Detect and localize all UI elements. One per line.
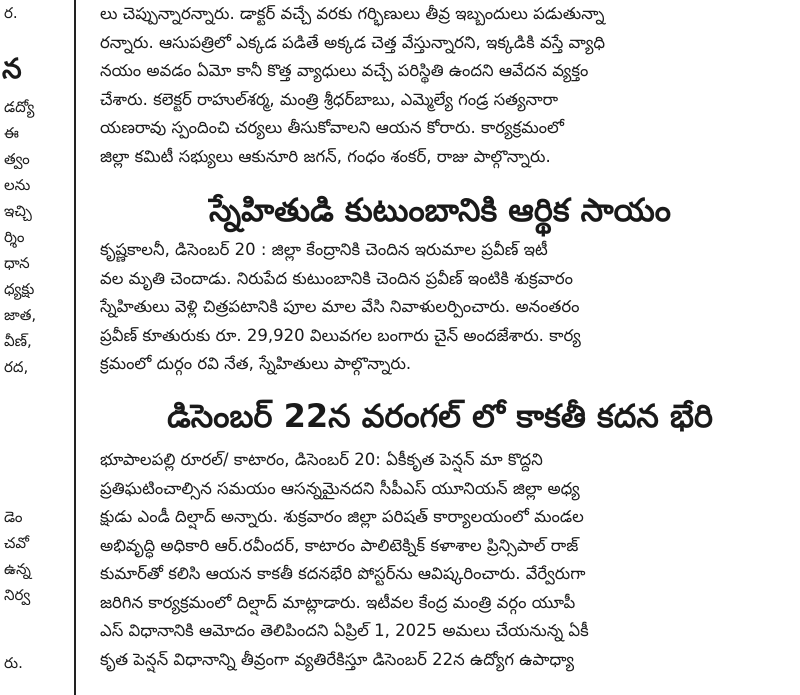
article-line: కృష్ణకాలనీ, డిసెంబర్ 20 : జిల్లా కేంద్రానికి చెందిన ఇరుమాల ప్రవీణ్ ఇటీ <box>100 240 548 259</box>
left-fragment: నిర్వ <box>4 586 31 604</box>
article-line: నయం అవడం ఏమో కానీ కొత్త వ్యాధులు వచ్చే పరిస్థితి ఉందని ఆవేదన వ్యక్తం <box>100 61 589 80</box>
left-fragment: త్వం <box>4 150 30 168</box>
article-line: క్రమంలో దుర్గం రవి నేత, స్నేహితులు పాల్గొన్నారు. <box>100 354 412 373</box>
article-1-body <box>100 0 780 171</box>
left-fragment: జాత, <box>4 306 37 324</box>
left-fragment: డెం <box>4 508 23 526</box>
article-line: క్షుడు ఎండీ దిల్షాద్ అన్నారు. శుక్రవారం జిల్లా పరిషత్ కార్యాలయంలో మండల <box>100 507 584 526</box>
left-fragment-heading: న <box>2 52 22 85</box>
article-line: ఎస్ విధానానికి ఆమోదం తెలిపిందని ఏప్రిల్ 1, 2025 అమలు చేయనున్న ఏకీ <box>100 621 589 640</box>
article-line: రన్నారు. ఆసుపత్రిలో ఎక్కడ పడితే అక్కడ చెత్త వేస్తున్నారని, ఇక్కడికి వస్తే వ్యాధి <box>100 32 606 52</box>
article-2-body <box>100 236 780 379</box>
main-column <box>100 0 780 695</box>
article-line: అభివృద్ధి అధికారి ఆర్.రవీందర్, కాటారం పాలిటెక్నిక్ కళాశాల ప్రిన్సిపాల్ రాజ్ <box>100 535 579 555</box>
article-line: లు చెప్పున్నారన్నారు. డాక్టర్ వచ్చే వరకు గర్భిణులు తీవ్ర ఇబ్బందులు పడుతున్నా <box>100 4 605 23</box>
article-line: జిల్లా కమిటీ సభ్యులు ఆకునూరి జగన్, గంధం శంకర్, రాజు పాల్గొన్నారు. <box>100 146 551 166</box>
left-fragment: ర. <box>4 4 18 22</box>
article-line: కుమార్‌తో కలిసి ఆయన కాకతీ కదనభేరి పోస్టర్‌ను ఆవిష్కరించారు. వేర్వేరుగా <box>100 564 586 583</box>
article-line: చేశారు. కలెక్టర్ రాహుల్‌శర్మ, మంత్రి శ్రీధర్‌బాబు, ఎమ్మెల్యే గండ్ర సత్యనారా <box>100 89 559 109</box>
left-fragment: లను <box>4 176 31 194</box>
article-2-headline: స్నేహితుడి కుటుంబానికి ఆర్థిక సాయం <box>208 191 672 229</box>
left-fragment: చవో <box>4 534 30 552</box>
left-fragment: రద, <box>4 358 29 376</box>
article-line: వల మృతి చెందాడు. నిరుపేద కుటుంబానికి చెందిన ప్రవీణ్ ఇంటికి శుక్రవారం <box>100 268 574 288</box>
article-line: భూపాలపల్లి రూరల్/ కాటారం, డిసెంబర్ 20: ఏకీకృత పెన్షన్ మా కొద్దని <box>100 450 543 469</box>
article-3-headline: డిసెంబర్ 22న వరంగల్ లో కాకతీ కదన భేరి <box>167 397 713 435</box>
column-divider <box>74 0 76 695</box>
left-fragment: ధాన <box>4 254 30 272</box>
article-line: జరిగిన కార్యక్రమంలో దిల్షాద్ మాట్లాడారు. ఇటీవల కేంద్ర మంత్రి వర్గం యూపీ <box>100 592 576 612</box>
left-column-fragment <box>0 0 72 695</box>
left-fragment: రు. <box>4 654 23 672</box>
article-line: యణరావు స్పందించి చర్యలు తీసుకోవాలని ఆయన కోరారు. కార్యక్రమంలో <box>100 118 565 137</box>
article-line: ప్రవీణ్ కూతురుకు రూ. 29,920 విలువగల బంగారు చైన్ అందజేశారు. కార్య <box>100 325 581 345</box>
left-fragment: ధ్యక్షు <box>4 280 35 298</box>
left-fragment: ఉన్న <box>4 560 31 578</box>
left-fragment: ఈ <box>4 124 19 142</box>
article-line: కృత పెన్షన్ విధానాన్ని తీవ్రంగా వ్యతిరేకిస్తూ డిసెంబర్ 22న ఉద్యోగ ఉపాధ్యా <box>100 649 575 669</box>
left-fragment: డద్యో <box>4 98 35 116</box>
left-fragment: వీణ్, <box>4 332 32 350</box>
article-line: స్నేహితులు వెళ్లి చిత్రపటానికి పూల మాల వేసి నివాళులర్పించారు. అనంతరం <box>100 297 580 316</box>
left-fragment: ర్శిం <box>4 228 25 246</box>
article-line: ప్రతిఘటించాల్సిన సమయం ఆసన్నమైనదని సీపీఎస్ యూనియన్ జిల్లా అధ్య <box>100 478 580 498</box>
article-3-body <box>100 446 780 674</box>
left-fragment: ఇచ్చి <box>4 202 32 220</box>
